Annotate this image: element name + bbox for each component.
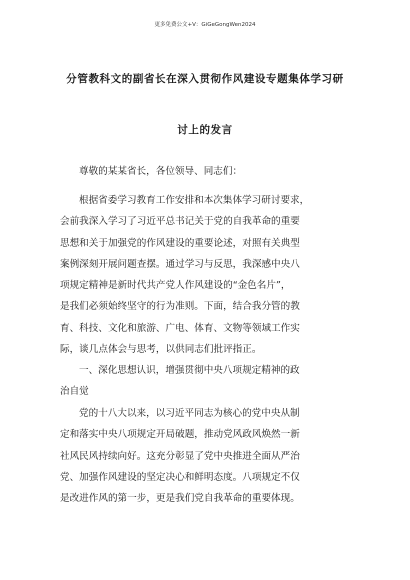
text-line: 是改进作风的第一步，更是我们党自我革命的重要体现。 [60,493,300,505]
salutation: 尊敬的某某省长，各位领导、同志们： [79,166,243,177]
text-line: 治自觉 [60,386,89,398]
text-line: 一、深化思想认识，增强贯彻中央八项规定精神的政 [79,365,300,376]
section-heading-1 [60,360,352,403]
text-line: 社风民风持续向好。这充分彰显了党中央推进全面从严治 [60,450,300,462]
document-title-line-2: 讨上的发言 [177,124,233,136]
text-line: 项规定精神是新时代共产党人作风建设的“金色名片”， [60,280,291,292]
text-line: 会前我深入学习了习近平总书记关于党的自我革命的重要 [60,216,300,228]
text-line: 案例深刻开展问题查摆。通过学习与反思，我深感中央八 [60,258,300,270]
paragraph-section-1 [60,403,352,509]
text-line: 根据省委学习教育工作安排和本次集体学习研讨要求， [79,195,310,206]
text-line: 党、加强作风建设的坚定决心和鲜明态度。八项规定不仅 [60,471,300,483]
text-line: 际，谈几点体会与思考，以供同志们批评指正。 [60,344,262,356]
text-line: 党的十八大以来，以习近平同志为核心的党中央从制 [79,408,300,419]
text-line: 是我们必须始终坚守的行为准则。下面，结合我分管的教 [60,301,300,313]
text-line: 育、科技、文化和旅游、广电、体育、文物等领域工作实 [60,322,300,334]
document-title-line-1: 分管教科文的副省长在深入贯彻作风建设专题集体学习研 [66,73,344,85]
text-line: 定和落实中央八项规定开局破题，推动党风政风焕然一新 [60,429,300,441]
text-line: 思想和关于加强党的作风建设的重要论述，对照有关典型 [60,237,300,249]
header-note: 更多免费公文+V：GiGeGongWen2024 [154,22,256,28]
paragraph-intro [60,190,352,360]
